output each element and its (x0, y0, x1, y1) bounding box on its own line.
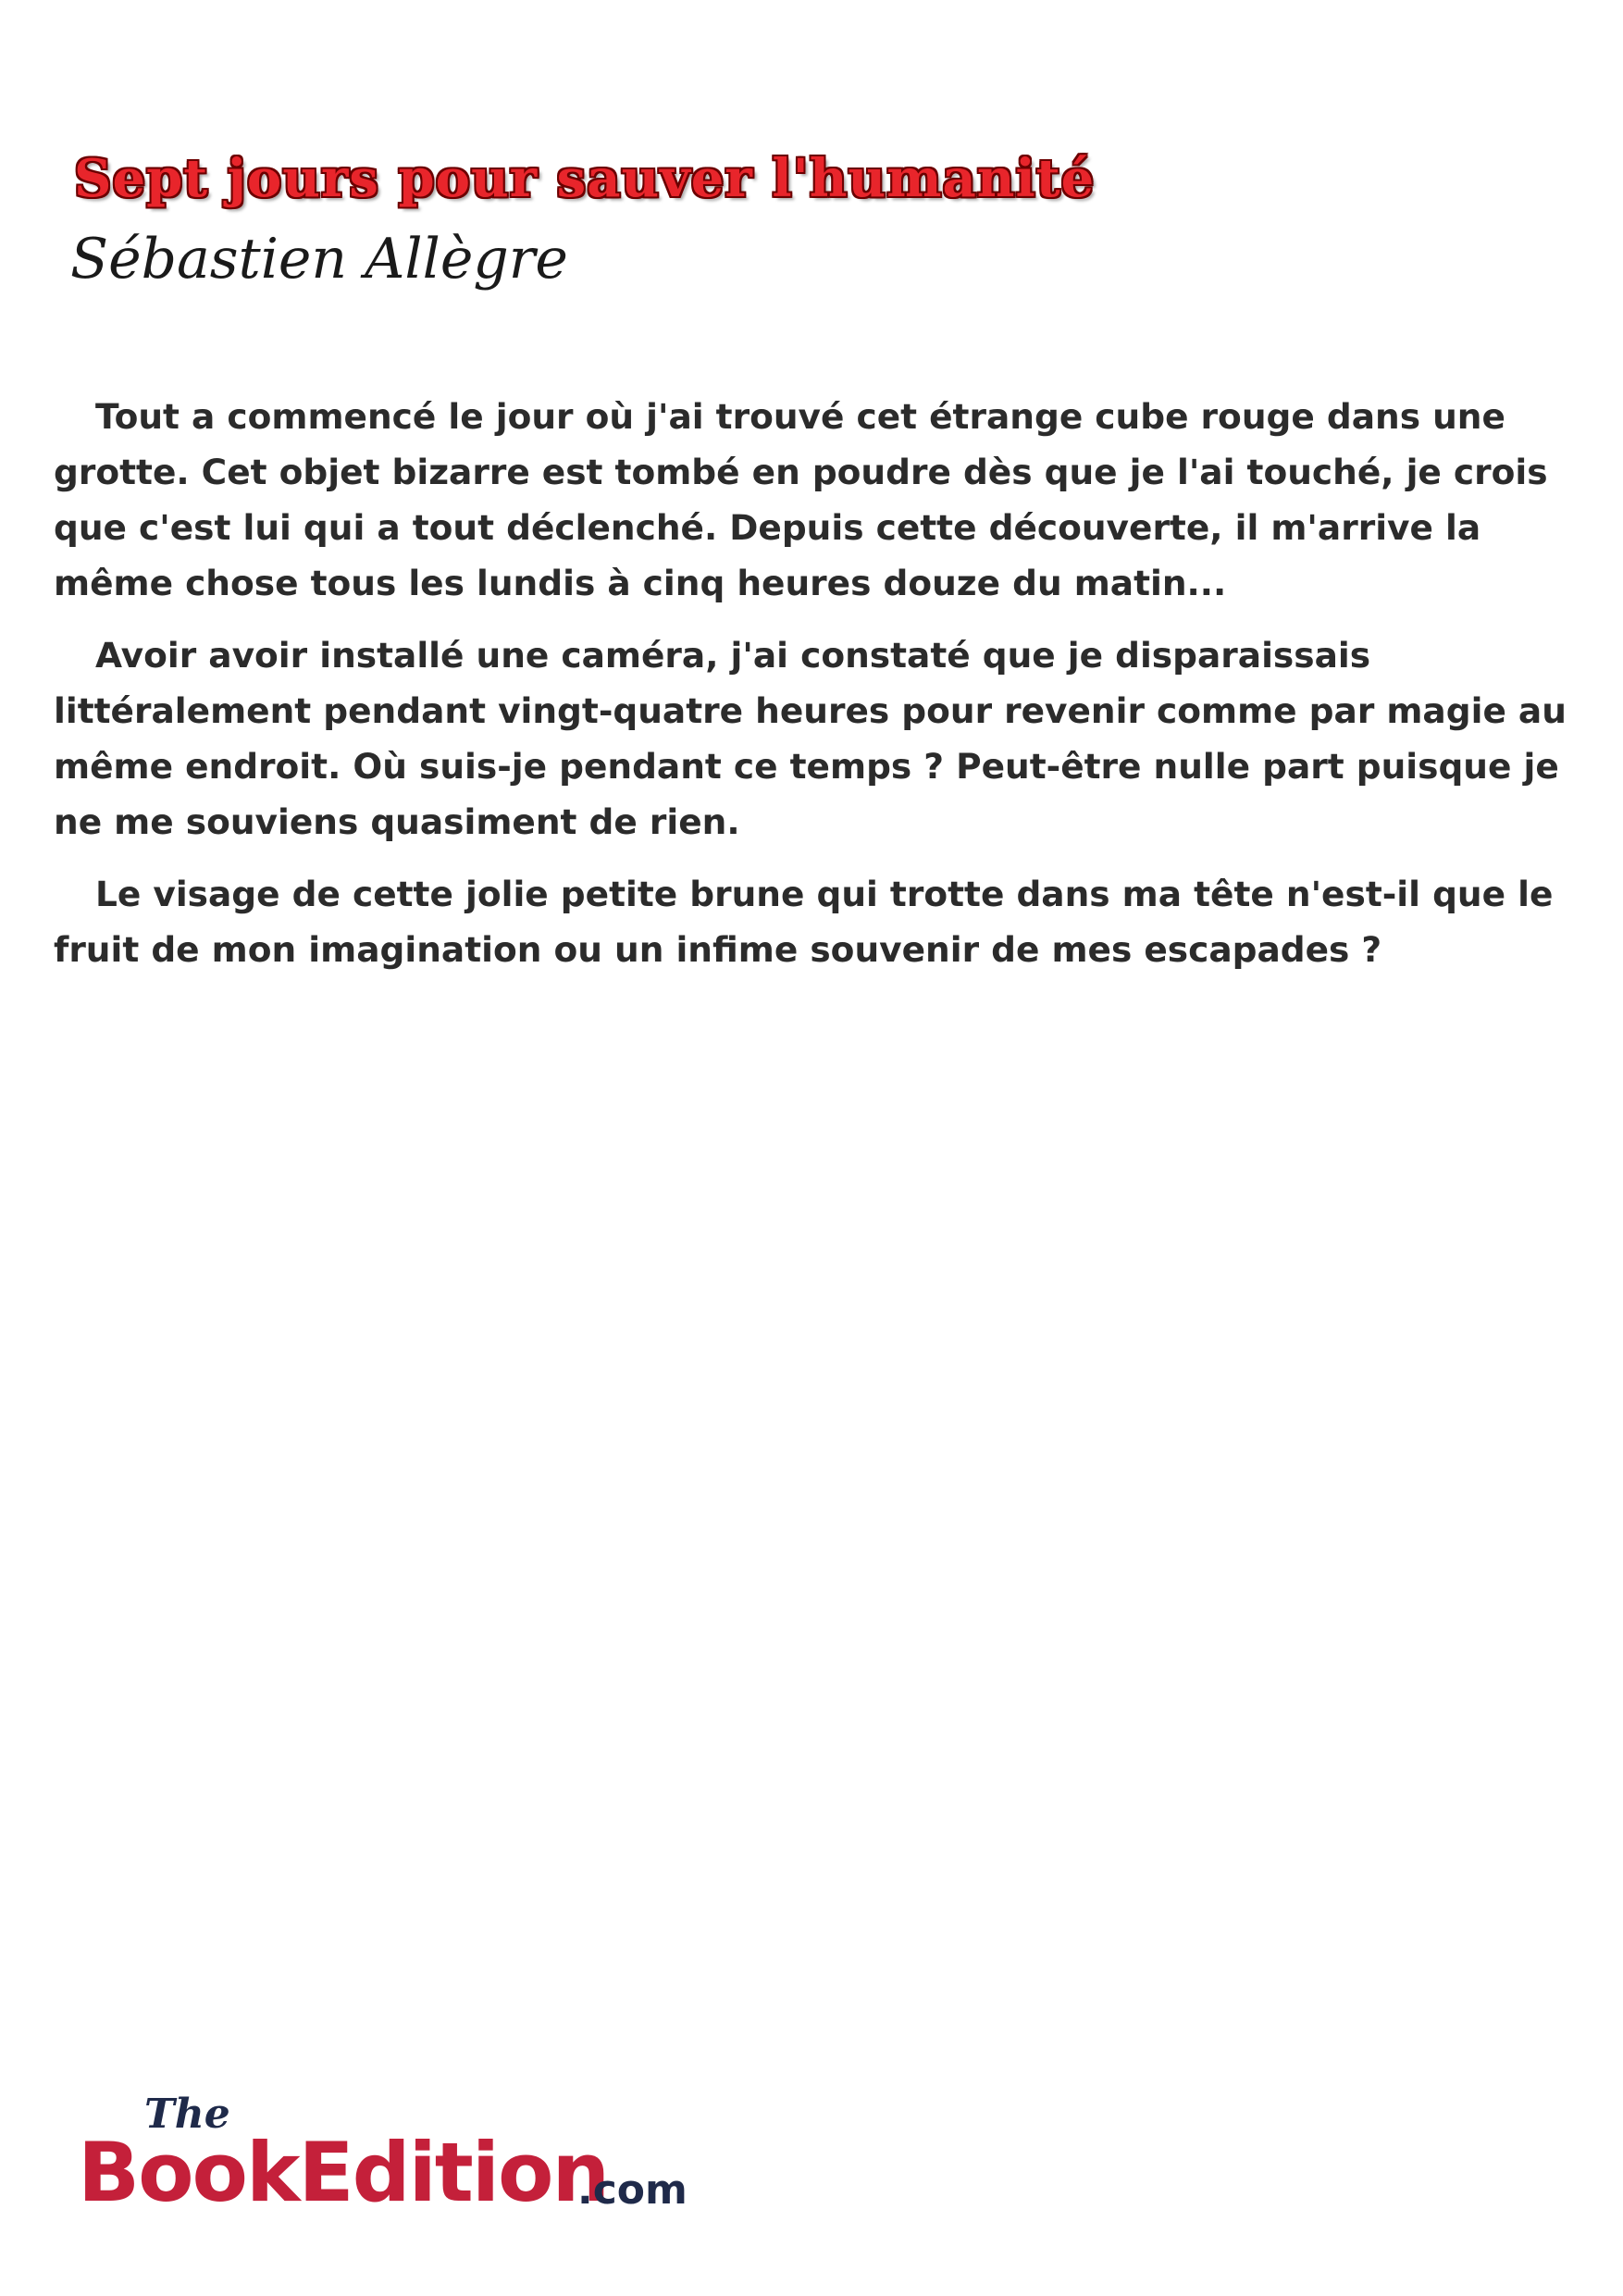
synopsis (54, 389, 1590, 994)
synopsis-paragraph-3: Le visage de cette jolie petite brune qui trotte dans ma tête n'est-il que le fruit de mon imagination ou un infime souvenir de mes escapades ? (54, 874, 1554, 970)
logo-the-text: The (144, 2091, 230, 2138)
book-title: Sept jours pour sauver l'humanité (74, 148, 1096, 209)
synopsis-paragraph-1: Tout a commencé le jour où j'ai trouvé cet étrange cube rouge dans une grotte. Cet objet bizarre est tombé en poudre dès que je l'ai touché, je crois que c'est lui qui a tout déclenché. Depuis cette découverte, il m'arrive la même chose tous les lundis à cinq heures douze du matin... (54, 396, 1548, 603)
author-name: Sébastien Allègre (70, 227, 568, 292)
synopsis-paragraph-2: Avoir avoir installé une caméra, j'ai constaté que je disparaissais littéralement pendant vingt-quatre heures pour revenir comme par magie au même endroit. Où suis-je pendant ce temps ? Peut-être nulle part puisque je ne me souviens quasiment de rien. (54, 635, 1567, 842)
logo-suffix-text: .com (577, 2166, 688, 2214)
thebookedition-logo (78, 2091, 688, 2230)
logo-main-text: BookEdition (78, 2125, 609, 2220)
